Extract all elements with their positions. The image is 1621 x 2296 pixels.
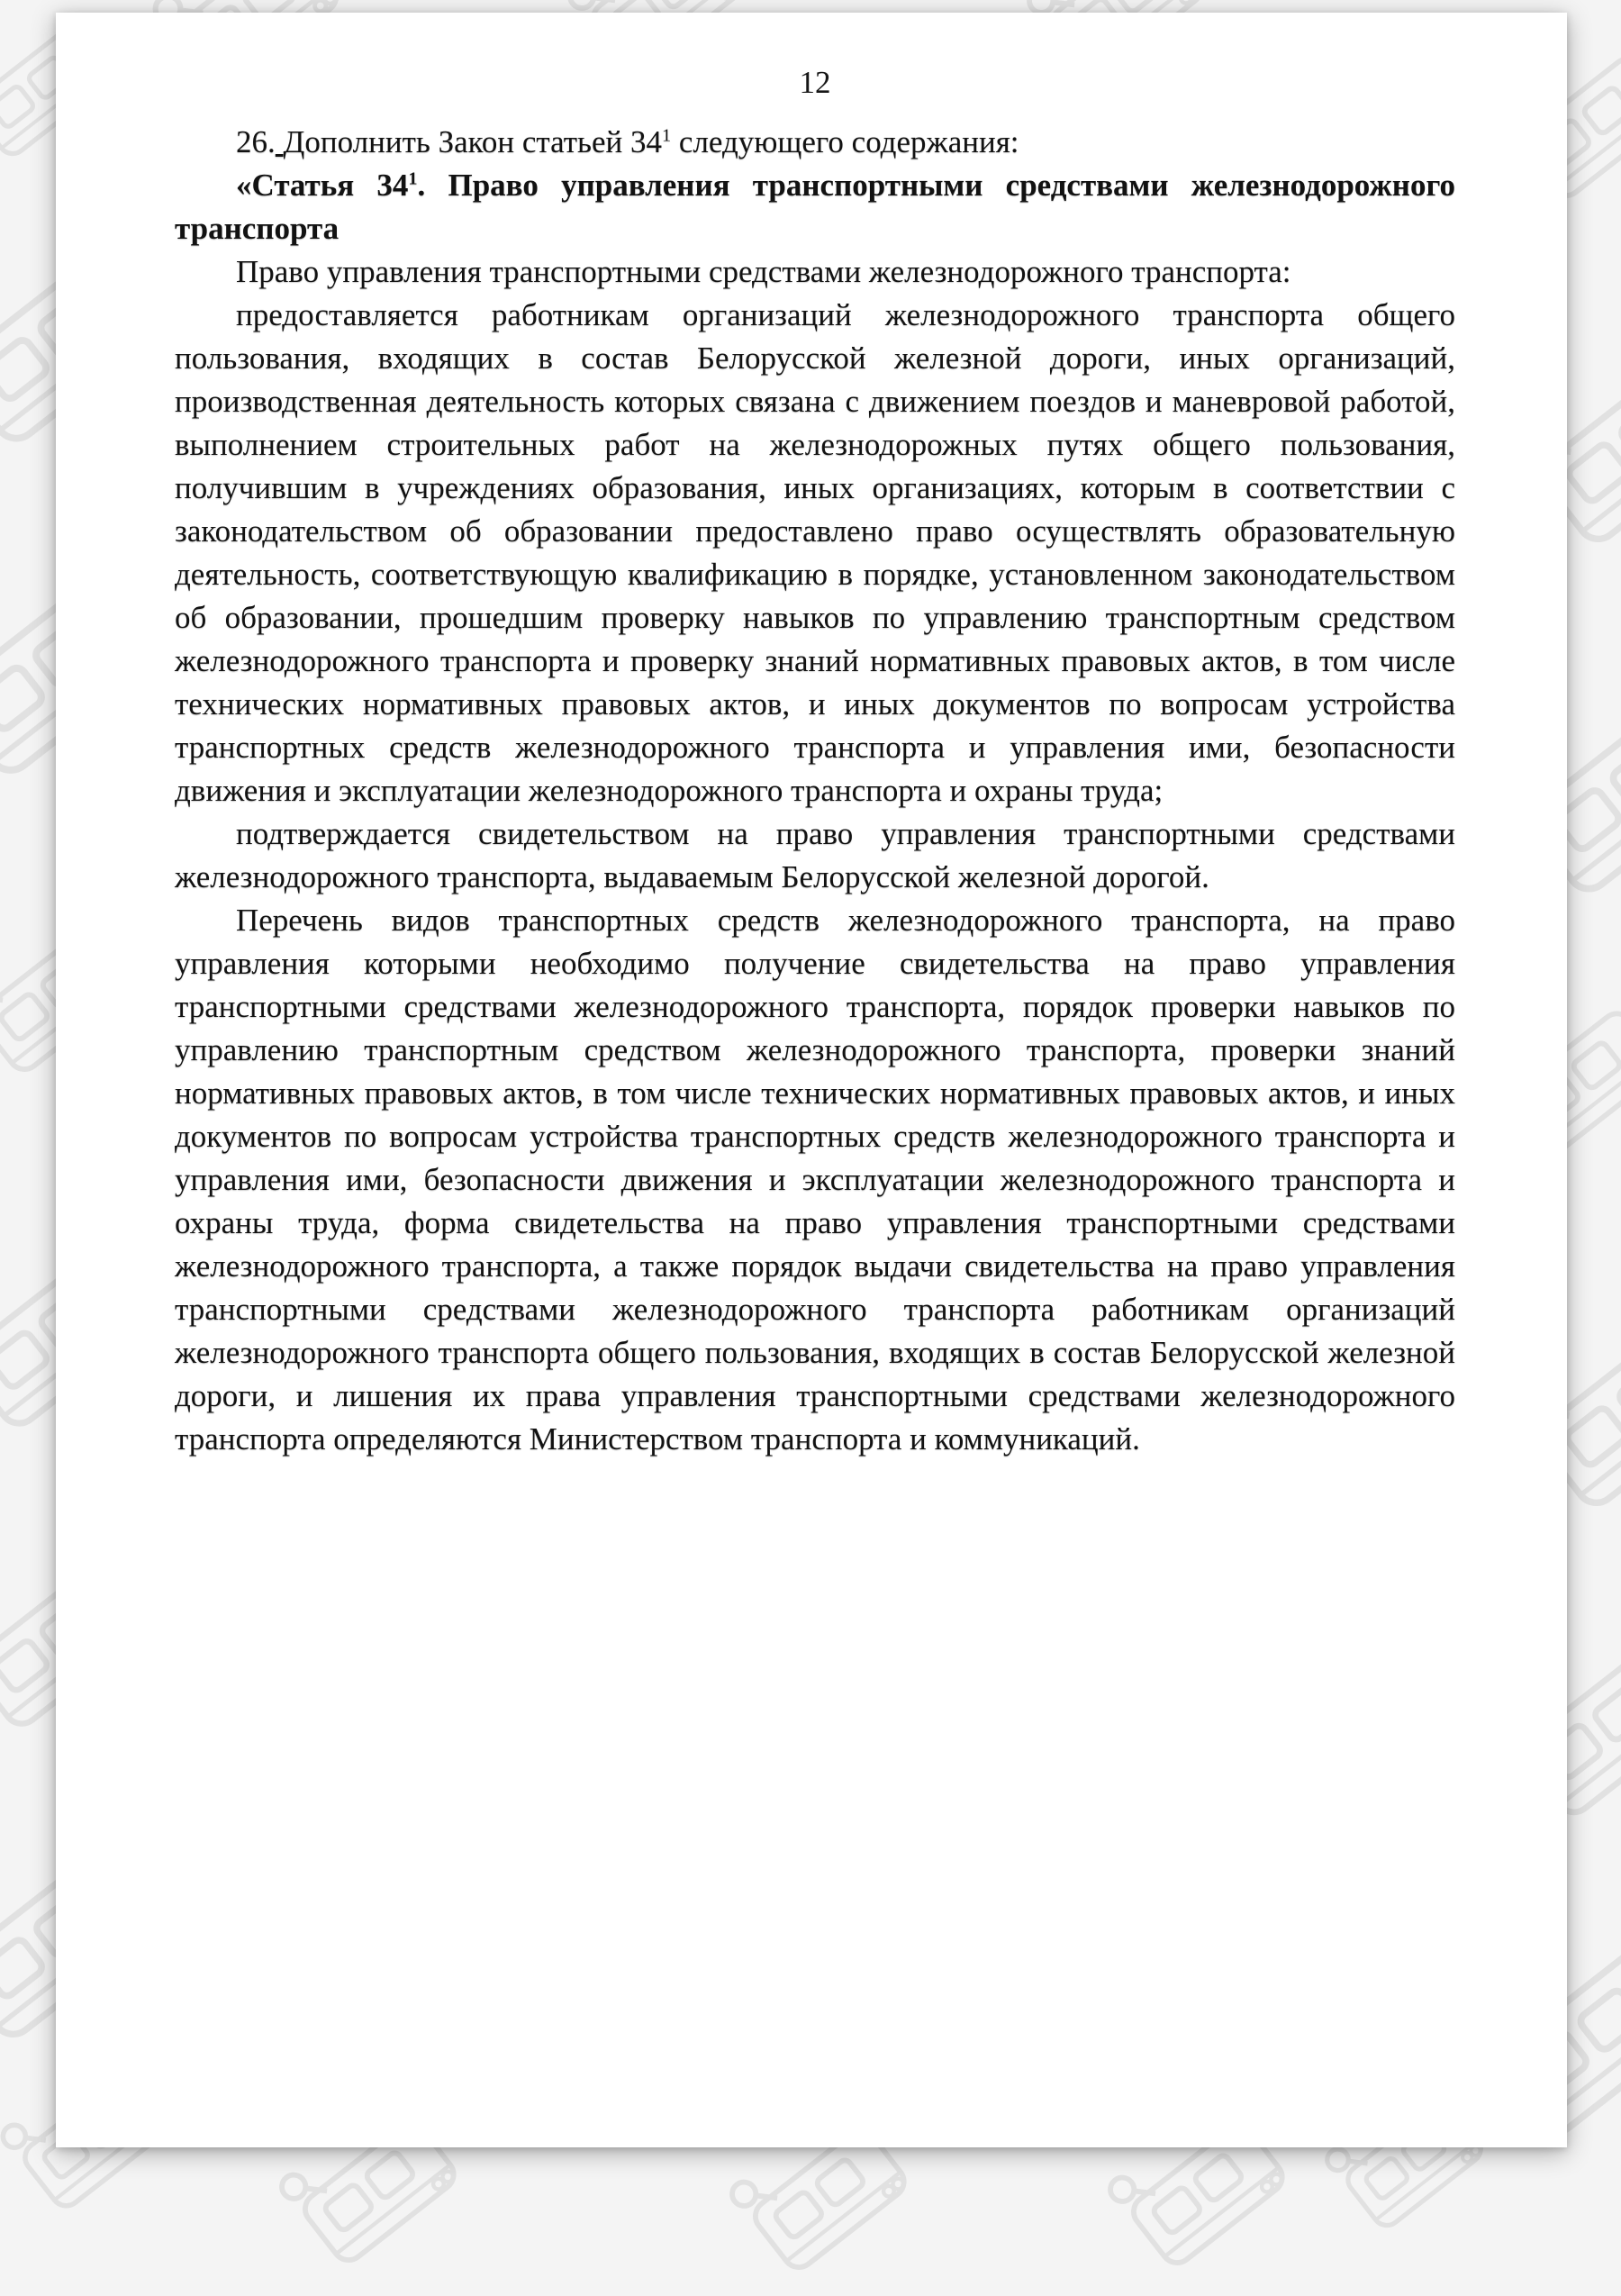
article-34-1-lead: Право управления транспортными средствами железнодорожного транспорта:	[236, 254, 1291, 289]
article-34-1-clause-list: Перечень видов транспортных средств железнодорожного транспорта, на право управления которыми необходимо получение свидетельства на право управления транспортными средствами железнодорожного транспорта, порядок проверки навыков по управлению транспортным средством железнодорожного транспорта, проверки знаний нормативных правовых актов, в том числе технических нормативных правовых актов, и иных документов по вопросам устройства транспортных средств железнодорожного транспорта и управления ими, безопасности движения и эксплуатации железнодорожного транспорта и охраны труда, форма свидетельства на право управления транспортными средствами железнодорожного транспорта, а также порядок выдачи свидетельства на право управления транспортными средствами железнодорожного транспорта работникам организаций железнодорожного транспорта общего пользования, входящих в состав Белорусской железной дороги, и лишения их права управления транспортными средствами железнодорожного транспорта определяются Министерством транспорта и коммуникаций.	[175, 903, 1455, 1457]
item-26-intro: 26. Дополнить Закон статьей $34^1$ следующего содержания:	[236, 124, 1019, 159]
article-34-1-clause-granted: предоставляется работникам организаций железнодорожного транспорта общего пользования, входящих в состав Белорусской железной дороги, иных организаций, производственная деятельность которых связана с движением поездов и маневровой работой, выполнением строительных работ на железнодорожных путях общего пользования, получившим в учреждениях образования, иных организациях, которым в соответствии с законодательством об образовании предоставлено право осуществлять образовательную деятельность, соответствующую квалификацию в порядке, установленном законодательством об образовании, прошедшим проверку навыков по управлению транспортным средством железнодорожного транспорта и проверку знаний нормативных правовых актов, в том числе технических нормативных правовых актов, и иных документов по вопросам устройства транспортных средств железнодорожного транспорта и управления ими, безопасности движения и эксплуатации железнодорожного транспорта и охраны труда;	[175, 297, 1455, 808]
article-34-1-heading: «Статья $34^1$. Право управления транспортными средствами железнодорожного транспорта	[175, 168, 1455, 246]
document-page	[56, 13, 1567, 2147]
page-number: 12	[799, 65, 831, 100]
document-body	[175, 121, 1455, 1461]
article-34-1-clause-certificate: подтверждается свидетельством на право управления транспортными средствами железнодорожного транспорта, выдаваемым Белорусской железной дорогой.	[175, 816, 1455, 894]
